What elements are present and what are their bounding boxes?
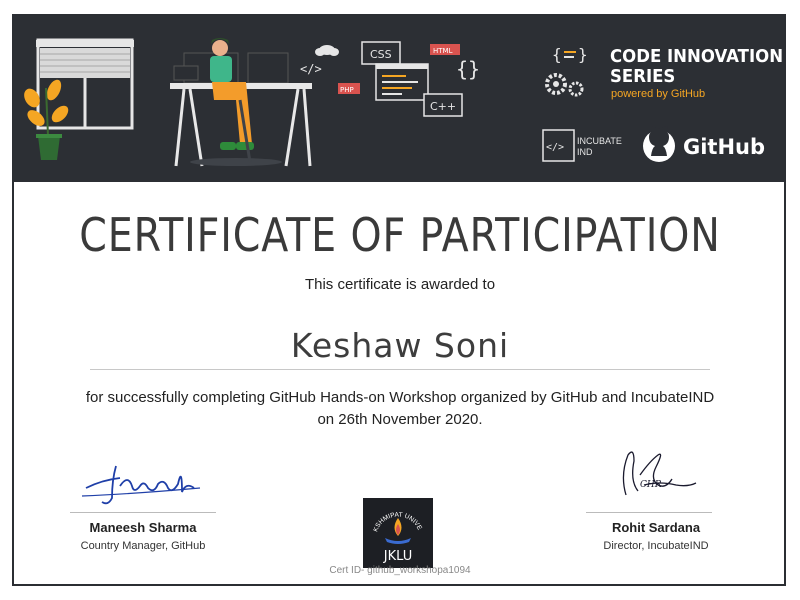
cpp-window	[424, 94, 462, 116]
svg-text:PHP: PHP	[340, 86, 354, 94]
signatory-left-role: Country Manager, GitHub	[80, 540, 206, 552]
svg-text:CHR: CHR	[640, 480, 662, 490]
recipient-name: Keshaw Soni	[290, 326, 510, 365]
code-innovation-logo	[547, 45, 783, 100]
svg-text:GitHub: GitHub	[683, 135, 766, 159]
signature-right	[600, 445, 710, 507]
signatory-left-name: Maneesh Sharma	[89, 520, 197, 535]
name-underline	[90, 369, 710, 370]
svg-text:}: }	[578, 45, 588, 64]
certificate-title: CERTIFICATE OF PARTICIPATION	[79, 208, 721, 262]
braces-icon: {}	[456, 57, 481, 81]
svg-text:JK LAKSHMIPAT UNIVERSITY: KSHMIPAT UNIVE	[372, 511, 423, 533]
editor-window	[376, 64, 428, 100]
svg-text:JKLU: JKLU	[383, 549, 413, 564]
awarded-text: This certificate is awarded to	[304, 276, 496, 293]
developer-illustration	[170, 38, 312, 166]
description-line-1: for successfully completing GitHub Hands-on Workshop organized by GitHub and IncubateIND	[85, 389, 715, 406]
certificate-description	[40, 387, 760, 431]
signatory-right-name: Rohit Sardana	[611, 520, 701, 535]
certificate-id: Cert ID- github_workshopa1094	[329, 565, 471, 576]
svg-text:CSS: CSS	[370, 48, 392, 61]
plant-illustration	[21, 77, 71, 160]
header-banner	[14, 16, 784, 182]
incubateind-logo	[543, 130, 622, 161]
github-logo	[643, 126, 765, 162]
svg-text:</>: </>	[546, 142, 565, 153]
jklu-logo-icon	[363, 498, 433, 568]
html-window	[430, 44, 460, 55]
svg-text:CODE INNOVATION: CODE INNOVATION	[610, 46, 784, 68]
svg-text:HTML: HTML	[433, 47, 453, 55]
description-line-2: on 26th November 2020.	[317, 411, 483, 428]
svg-text:SERIES: SERIES	[610, 66, 676, 88]
signatory-right-role: Director, IncubateIND	[603, 540, 709, 552]
svg-text:C++: C++	[430, 100, 457, 113]
svg-text:powered by GitHub: powered by GitHub	[611, 88, 706, 100]
signature-line-right	[586, 512, 712, 513]
css-window	[362, 42, 400, 64]
signature-left	[72, 458, 212, 508]
banner-illustration	[14, 16, 784, 182]
cloud-icon	[315, 45, 339, 56]
signature-line-left	[70, 512, 216, 513]
svg-text:IND: IND	[577, 147, 593, 157]
php-tag	[338, 83, 360, 94]
code-tag-icon: </>	[300, 62, 322, 76]
svg-text:{: {	[552, 45, 562, 64]
jklu-seal	[363, 498, 433, 568]
svg-text:INCUBATE: INCUBATE	[577, 136, 622, 146]
